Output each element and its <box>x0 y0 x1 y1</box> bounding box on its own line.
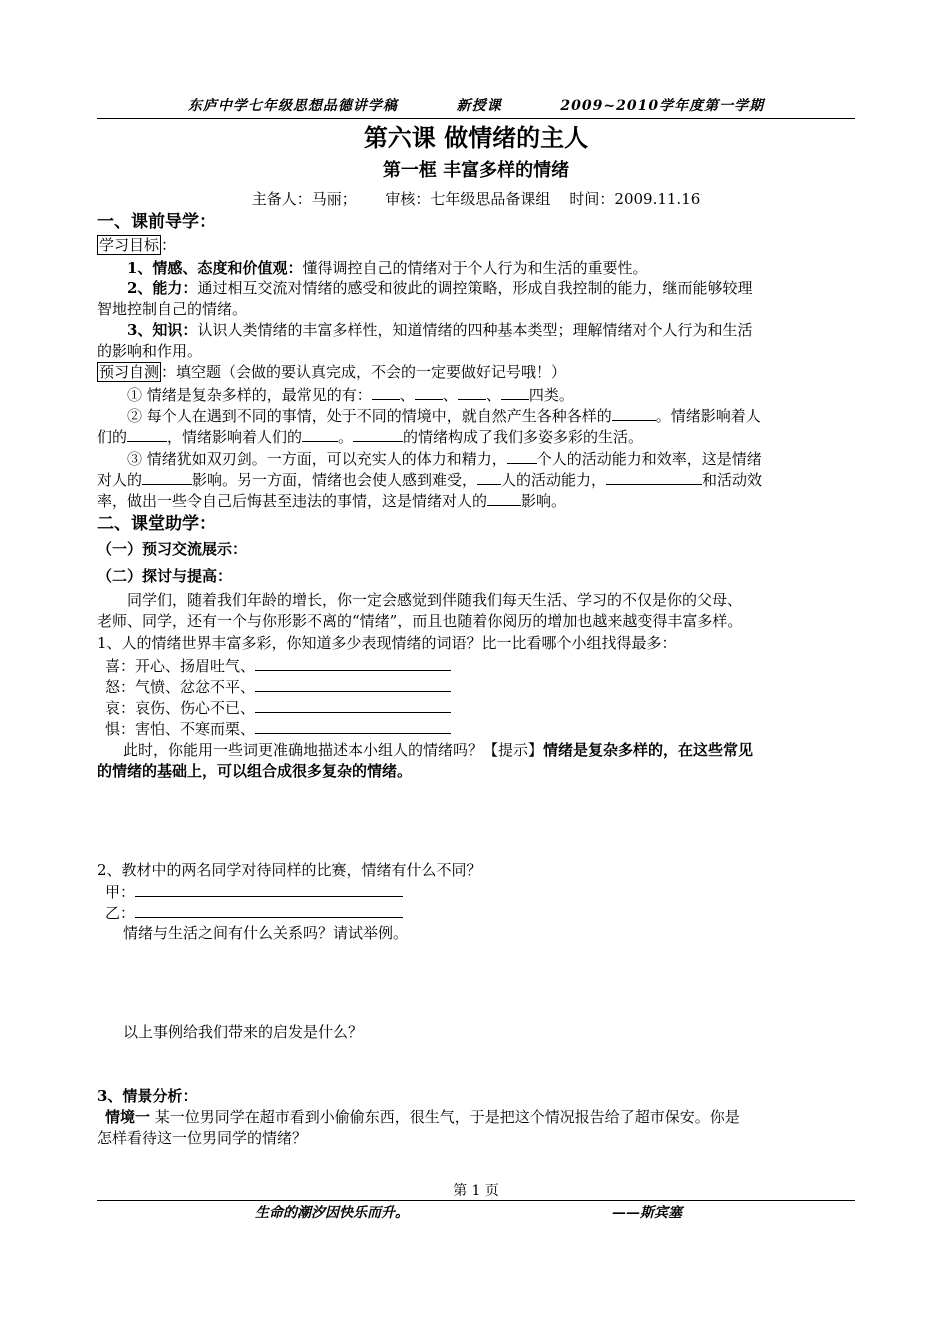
scene-text-a: 某一位男同学在超市看到小偷偷东西，很生气，于是把这个情况报告给了超市保安。你是 <box>150 1108 740 1126</box>
q1-text-b: 四类。 <box>528 386 574 404</box>
q3-text-g: 率，做出一些令自己后悔甚至违法的事情，这是情绪对人的 <box>97 492 488 510</box>
goal3-label: 3、知识： <box>127 321 198 339</box>
blank[interactable] <box>612 405 656 421</box>
goal1 <box>97 258 885 279</box>
question3-cont2 <box>97 490 855 512</box>
preview-text: 填空题（会做的要认真完成，不会的一定要做好记号哦！） <box>176 363 567 381</box>
hint-line1 <box>97 740 881 761</box>
scene-label: 情境一 <box>105 1108 151 1126</box>
blank[interactable] <box>255 676 451 692</box>
lesson-title: 第六课 做情绪的主人 <box>363 123 589 152</box>
q2-text-c: 们的 <box>97 428 128 446</box>
blank[interactable] <box>255 655 451 671</box>
answer-jia <box>97 881 863 903</box>
preview-box-label: 预习自测 <box>99 363 160 381</box>
inspire-question: 以上事例给我们带来的启发是什么？ <box>123 1023 364 1041</box>
nu-text: 怒：气愤、忿忿不平、 <box>105 678 256 696</box>
hint-text-a: 此时，你能用一些词更准确地描述本小组人的情绪吗？【提示】 <box>123 741 544 759</box>
page-header <box>97 95 855 115</box>
section2-heading: 二、课堂助学： <box>97 514 216 534</box>
item2: 2、教材中的两名同学对待同样的比赛，情绪有什么不同？ <box>97 861 482 879</box>
question2-cont: 们的 ，情绪影响着人们的 。 的情绪构成了我们多姿多彩的生活。 <box>97 428 644 446</box>
q3-text-d: 影响。另一方面，情绪也会使人感到难受， <box>192 471 478 489</box>
question3-cont <box>97 469 855 491</box>
blank[interactable] <box>255 697 451 713</box>
q2-text-e: 的情绪构成了我们多姿多彩的生活。 <box>403 428 644 446</box>
q2-text-d: ，情绪影响着人们的 <box>167 428 303 446</box>
emotion-ju <box>97 718 863 740</box>
hint-text-b: 情绪是复杂多样的，在这些常见 <box>543 741 754 759</box>
xi-text: 喜：开心、扬眉吐气、 <box>105 657 256 675</box>
goal3-cont: 的影响和作用。 <box>97 342 203 360</box>
blank[interactable] <box>372 384 400 400</box>
emotion-xi <box>97 655 863 677</box>
q2-text-b: 。情绪影响着人 <box>655 407 761 425</box>
emotion-nu <box>97 676 863 698</box>
blank[interactable] <box>477 469 501 485</box>
goals-row: 学习目标 ： <box>99 236 177 254</box>
blank[interactable] <box>135 902 403 918</box>
goal1-label: 1、情感、态度和价值观： <box>127 259 303 277</box>
header-term: 2009~2010学年度第一学期 <box>560 98 765 114</box>
blank[interactable] <box>606 469 702 485</box>
goal3 <box>97 320 885 341</box>
blank[interactable] <box>487 490 521 506</box>
lesson-meta <box>97 188 855 209</box>
answer-yi <box>97 902 863 924</box>
ai-text: 哀：哀伤、伤心不已、 <box>105 699 256 717</box>
subsection2-heading: （二）探讨与提高： <box>97 567 233 585</box>
goal2-cont: 智地控制自己的情绪。 <box>97 300 248 318</box>
preview-row: 预习自测 ：填空题（会做的要认真完成，不会的一定要做好记号哦！） <box>99 363 567 381</box>
page-number: 第 1 页 <box>453 1183 499 1199</box>
footer-quote: 生命的潮汐因快乐而升。 <box>255 1205 409 1221</box>
header-school: 东庐中学七年级思想品德讲学稿 <box>187 98 398 114</box>
footer-quote-author: ——斯宾塞 <box>612 1205 682 1221</box>
relation-question: 情绪与生活之间有什么关系吗？请试举例。 <box>123 924 409 942</box>
goal1-text: 懂得调控自己的情绪对于个人行为和生活的重要性。 <box>302 259 648 277</box>
q3-text-a: ③ 情绪犹如双刃剑。一方面，可以充实人的体力和精力， <box>127 450 507 468</box>
q3-text-c: 对人的 <box>97 471 143 489</box>
meta-date: 时间：2009.11.16 <box>569 190 701 208</box>
blank[interactable] <box>458 384 486 400</box>
item3: 3、情景分析： <box>97 1087 198 1105</box>
q2-text-a: ② 每个人在遇到不同的事情，处于不同的情境中，就自然产生各种各样的 <box>127 407 612 425</box>
goals-box-label: 学习目标 <box>99 236 160 254</box>
emotion-ai <box>97 697 863 719</box>
goal3-text-a: 认识人类情绪的丰富多样性，知道情绪的四种基本类型；理解情绪对个人行为和生活 <box>197 321 753 339</box>
intro-line1: 同学们，随着我们年龄的增长，你一定会感觉到伴随我们每天生活、学习的不仅是你的父母、 <box>127 591 743 609</box>
header-type: 新授课 <box>456 98 502 114</box>
section1-heading: 一、课前导学： <box>97 212 216 232</box>
q3-text-f: 和活动效 <box>702 471 763 489</box>
footer-rule <box>97 1200 855 1201</box>
scene1-line2: 怎样看待这一位男同学的情绪？ <box>97 1129 308 1147</box>
yi-label: 乙： <box>105 904 136 922</box>
ju-text: 惧：害怕、不寒而栗、 <box>105 720 256 738</box>
q3-text-e: 人的活动能力， <box>501 471 607 489</box>
jia-label: 甲： <box>105 883 136 901</box>
blank[interactable] <box>142 469 192 485</box>
scene1-line1 <box>97 1107 863 1128</box>
meta-preparer: 主备人：马丽； <box>251 190 357 208</box>
goal2-text-a: 通过相互交流对情绪的感受和彼此的调控策略，形成自我控制的能力，继而能够较理 <box>197 279 753 297</box>
question3 <box>97 448 885 470</box>
question2 <box>97 405 885 427</box>
q1-text-a: ① 情绪是复杂多样的，最常见的有： <box>127 386 372 404</box>
q3-text-h: 影响。 <box>521 492 567 510</box>
blank[interactable] <box>507 448 537 464</box>
question1: ① 情绪是复杂多样的，最常见的有： 、 、 、 四类。 <box>127 386 574 404</box>
lesson-subtitle: 第一框 丰富多样的情绪 <box>382 160 570 181</box>
blank[interactable] <box>127 426 167 442</box>
blank[interactable] <box>353 426 403 442</box>
blank[interactable] <box>415 384 443 400</box>
hint-line2: 的情绪的基础上，可以组合成很多复杂的情绪。 <box>97 762 413 780</box>
subsection1-heading: （一）预习交流展示： <box>97 540 248 558</box>
blank[interactable] <box>501 384 529 400</box>
blank[interactable] <box>135 881 403 897</box>
goal2-label: 2、能力： <box>127 279 198 297</box>
blank[interactable] <box>302 426 338 442</box>
q3-text-b: 个人的活动能力和效率，这是情绪 <box>536 450 762 468</box>
intro-line2: 老师、同学，还有一个与你形影不离的“情绪”，而且也随着你阅历的增加也越来越变得丰富多样。 <box>97 612 743 630</box>
blank[interactable] <box>255 718 451 734</box>
item1: 1、人的情绪世界丰富多彩，你知道多少表现情绪的词语？比一比看哪个小组找得最多： <box>97 634 677 652</box>
goal2 <box>97 278 885 299</box>
meta-reviewer: 审核：七年级思品备课组 <box>385 190 551 208</box>
